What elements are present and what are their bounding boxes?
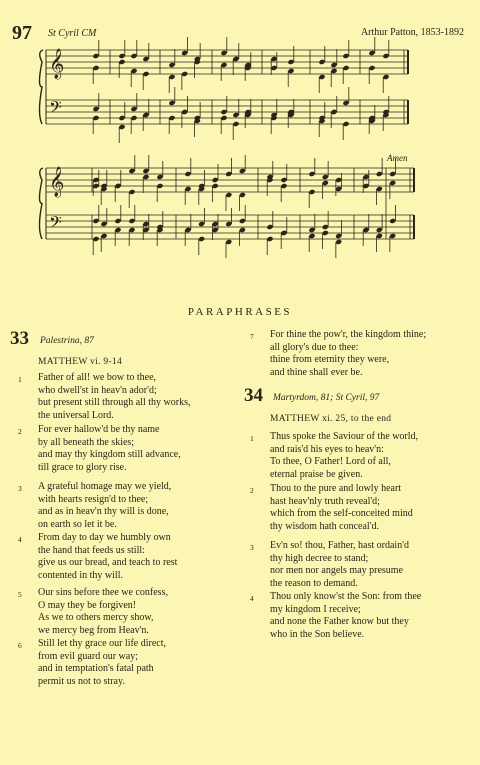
- verse-text: [38, 587, 168, 637]
- verse-text: [38, 481, 171, 531]
- verse-text: [270, 591, 421, 641]
- paraphrase-33-number: 33: [10, 328, 29, 349]
- music-score: [0, 0, 480, 265]
- verse-line: we mercy beg from Heav'n.: [38, 624, 149, 636]
- verse-number: 6: [18, 641, 22, 650]
- verse-line: nor men nor angels may presume: [270, 565, 404, 577]
- paraphrase-34-tunes: Martyrdom, 81; St Cyril, 97: [273, 393, 380, 403]
- verse-line: contented in thy will.: [38, 569, 123, 581]
- verse-line: which from the self-conceited mind: [270, 508, 413, 520]
- bass-clef: 𝄢: [49, 212, 62, 236]
- verse-number: 5: [18, 590, 22, 599]
- verse-line: and thine shall ever be.: [270, 366, 363, 378]
- verse-line: but present still through all thy works,: [38, 397, 191, 409]
- verse-line: As we to others mercy show,: [38, 612, 154, 624]
- verse-text: [38, 532, 177, 582]
- verse-number: 4: [18, 535, 22, 544]
- verse-line: hast heav'nly truth reveal'd;: [270, 495, 380, 507]
- verse-text: [38, 638, 166, 688]
- verse-line: permit us not to stray.: [38, 675, 125, 687]
- verse-text: [270, 540, 409, 590]
- verse-line: thy wisdom hath conceal'd.: [270, 520, 379, 532]
- verse-line: Thou to the pure and lowly heart: [270, 483, 402, 494]
- verse-line: on earth so let it be.: [38, 518, 117, 530]
- verse-number: 2: [18, 427, 22, 436]
- verse-line: To thee, O Father! Lord of all,: [270, 456, 391, 468]
- verse-text: [38, 372, 191, 422]
- paraphrase-33-tunes: Palestrina, 87: [40, 336, 94, 346]
- hymn-number: 97: [12, 22, 32, 44]
- verse-line: Ev'n so! thou, Father, hast ordain'd: [270, 540, 410, 551]
- brace: [40, 50, 44, 124]
- verse-line: till grace to glory rise.: [38, 461, 127, 473]
- verse-line: O may they be forgiven!: [38, 599, 137, 611]
- verse-line: by all beneath the skies;: [38, 436, 135, 448]
- treble-clef: 𝄞: [49, 49, 65, 79]
- section-title: PARAPHRASES: [187, 306, 293, 318]
- verse-line: give us our bread, and teach to rest: [38, 557, 178, 569]
- verse-line: For ever hallow'd be thy name: [38, 424, 160, 435]
- verse-line: and may thy kingdom still advance,: [38, 449, 181, 461]
- verse-line: Thou only know'st the Son: from thee: [270, 591, 422, 602]
- treble-clef: 𝄞: [49, 167, 65, 197]
- verse-line: and as in heav'n thy will is done,: [38, 506, 169, 518]
- amen-label: Amen: [387, 153, 408, 163]
- verse-number: 7: [250, 332, 254, 341]
- verse-line: with hearts resign'd to thee;: [38, 493, 149, 505]
- verse-line: the reason to demand.: [270, 577, 358, 589]
- composer: Arthur Patton, 1853-1892: [360, 27, 464, 38]
- brace: [40, 168, 44, 239]
- verse-number: 4: [250, 594, 254, 603]
- verse-line: who dwell'st in heav'n ador'd;: [38, 384, 157, 396]
- verse-line: and none the Father know but they: [270, 616, 409, 628]
- verse-line: the universal Lord.: [38, 409, 114, 421]
- verse-text: [270, 483, 413, 533]
- paraphrase-34-reference: MATTHEW xi. 25, to the end: [270, 414, 392, 424]
- verse-line: all glory's due to thee:: [270, 341, 359, 353]
- bass-clef: 𝄢: [49, 97, 62, 121]
- verse-line: From day to day we humbly own: [38, 532, 171, 543]
- verse-line: and rais'd his eyes to heav'n:: [270, 443, 384, 455]
- verse-line: who in the Son believe.: [270, 628, 365, 640]
- verse-line: Still let thy grace our life direct,: [38, 638, 167, 649]
- verse-line: from evil guard our way;: [38, 650, 138, 662]
- verse-line: For thine the pow'r, the kingdom thine;: [270, 329, 427, 340]
- verse-line: my kingdom I receive;: [270, 603, 361, 615]
- paraphrase-34-number: 34: [244, 385, 263, 406]
- verse-text: [38, 424, 181, 474]
- verse-line: thine from eternity they were,: [270, 354, 390, 366]
- verse-line: Thus spoke the Saviour of the world,: [270, 431, 419, 442]
- verse-number: 3: [250, 543, 254, 552]
- verse-line: eternal praise be given.: [270, 468, 363, 480]
- verse-line: A grateful homage may we yield,: [38, 481, 172, 492]
- verse-number: 1: [250, 434, 254, 443]
- verse-line: and in temptation's fatal path: [38, 663, 154, 675]
- verse-line: Father of all! we bow to thee,: [38, 372, 157, 383]
- verse-line: the hand that feeds us still:: [38, 544, 145, 556]
- verse-number: 3: [18, 484, 22, 493]
- verse-text: [270, 329, 426, 379]
- verse-text: [270, 431, 418, 481]
- tune-name: St Cyril CM: [48, 28, 97, 39]
- verse-line: thy high decree to stand;: [270, 552, 369, 564]
- paraphrase-33-reference: MATTHEW vi. 9-14: [38, 357, 123, 367]
- verse-number: 1: [18, 375, 22, 384]
- verse-line: Our sins before thee we confess,: [38, 587, 168, 598]
- verse-number: 2: [250, 486, 254, 495]
